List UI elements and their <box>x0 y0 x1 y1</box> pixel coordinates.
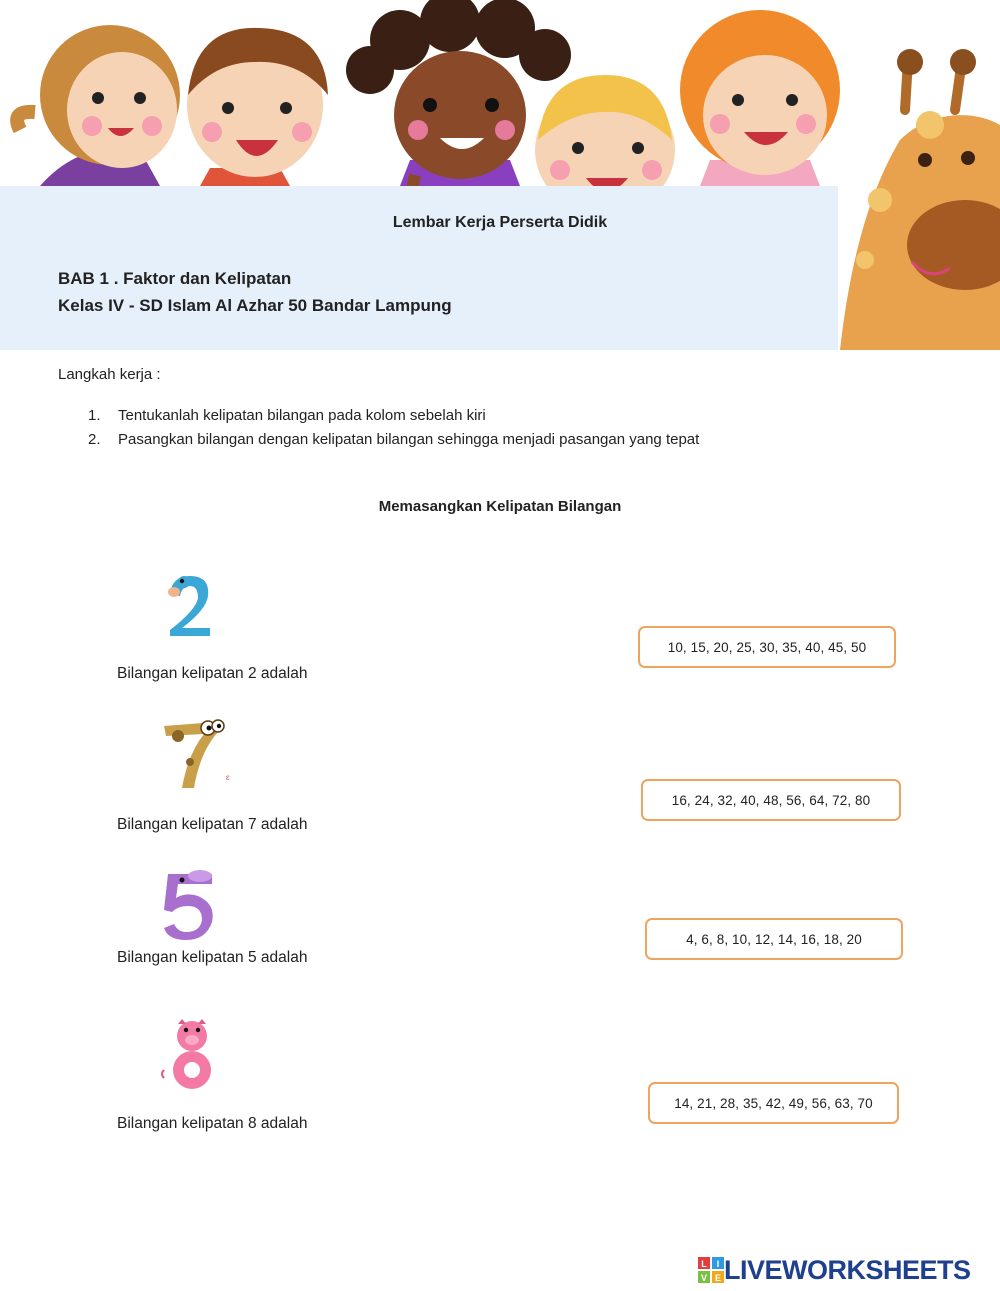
child-illustration <box>187 28 328 186</box>
step-number: 2. <box>88 431 101 448</box>
giraffe-seven-character-icon <box>160 712 236 796</box>
answer-option[interactable]: 16, 24, 32, 40, 48, 56, 64, 72, 80 <box>641 779 901 821</box>
svg-text:L: L <box>701 1259 707 1269</box>
svg-text:E: E <box>714 1273 722 1283</box>
brand-wordmark: LIVEWORKSHEETS <box>724 1254 971 1285</box>
svg-text:ɛ: ɛ <box>226 773 230 782</box>
prompt-multiples-of-2: Bilangan kelipatan 2 adalah <box>117 665 308 682</box>
svg-text:V: V <box>700 1273 708 1283</box>
step-text: Pasangkan bilangan dengan kelipatan bilangan sehingga menjadi pasangan yang tepat <box>118 431 700 448</box>
class-school-line: Kelas IV - SD Islam Al Azhar 50 Bandar Lampung <box>58 296 452 315</box>
prompt-multiples-of-5: Bilangan kelipatan 5 adalah <box>117 949 308 966</box>
prompt-multiples-of-8: Bilangan kelipatan 8 adalah <box>117 1115 308 1132</box>
steps-label: Langkah kerja : <box>58 366 161 383</box>
sheet-title: Lembar Kerja Perserta Didik <box>392 214 608 231</box>
purple-five-character-icon <box>156 866 222 944</box>
instruction-step <box>88 407 486 424</box>
prompt-multiples-of-7: Bilangan kelipatan 7 adalah <box>117 816 308 833</box>
pink-pig-eight-character-icon <box>160 1018 220 1090</box>
liveworksheets-logo-icon <box>698 1257 724 1283</box>
blue-two-character-icon <box>160 572 220 640</box>
child-illustration <box>680 10 840 186</box>
answer-option[interactable]: 4, 6, 8, 10, 12, 14, 16, 18, 20 <box>645 918 903 960</box>
svg-text:I: I <box>716 1259 720 1269</box>
step-text: Tentukanlah kelipatan bilangan pada kolom sebelah kiri <box>118 407 486 424</box>
header-panel <box>0 186 838 350</box>
giraffe-illustration <box>840 49 1000 350</box>
chapter-title: BAB 1 . Faktor dan Kelipatan <box>58 269 292 288</box>
instruction-step <box>88 431 699 448</box>
activity-title: Memasangkan Kelipatan Bilangan <box>378 498 622 515</box>
step-number: 1. <box>88 407 101 424</box>
liveworksheets-brand <box>698 1253 971 1287</box>
answer-option[interactable]: 14, 21, 28, 35, 42, 49, 56, 63, 70 <box>648 1082 899 1124</box>
answer-option[interactable]: 10, 15, 20, 25, 30, 35, 40, 45, 50 <box>638 626 896 668</box>
child-illustration <box>17 25 180 186</box>
